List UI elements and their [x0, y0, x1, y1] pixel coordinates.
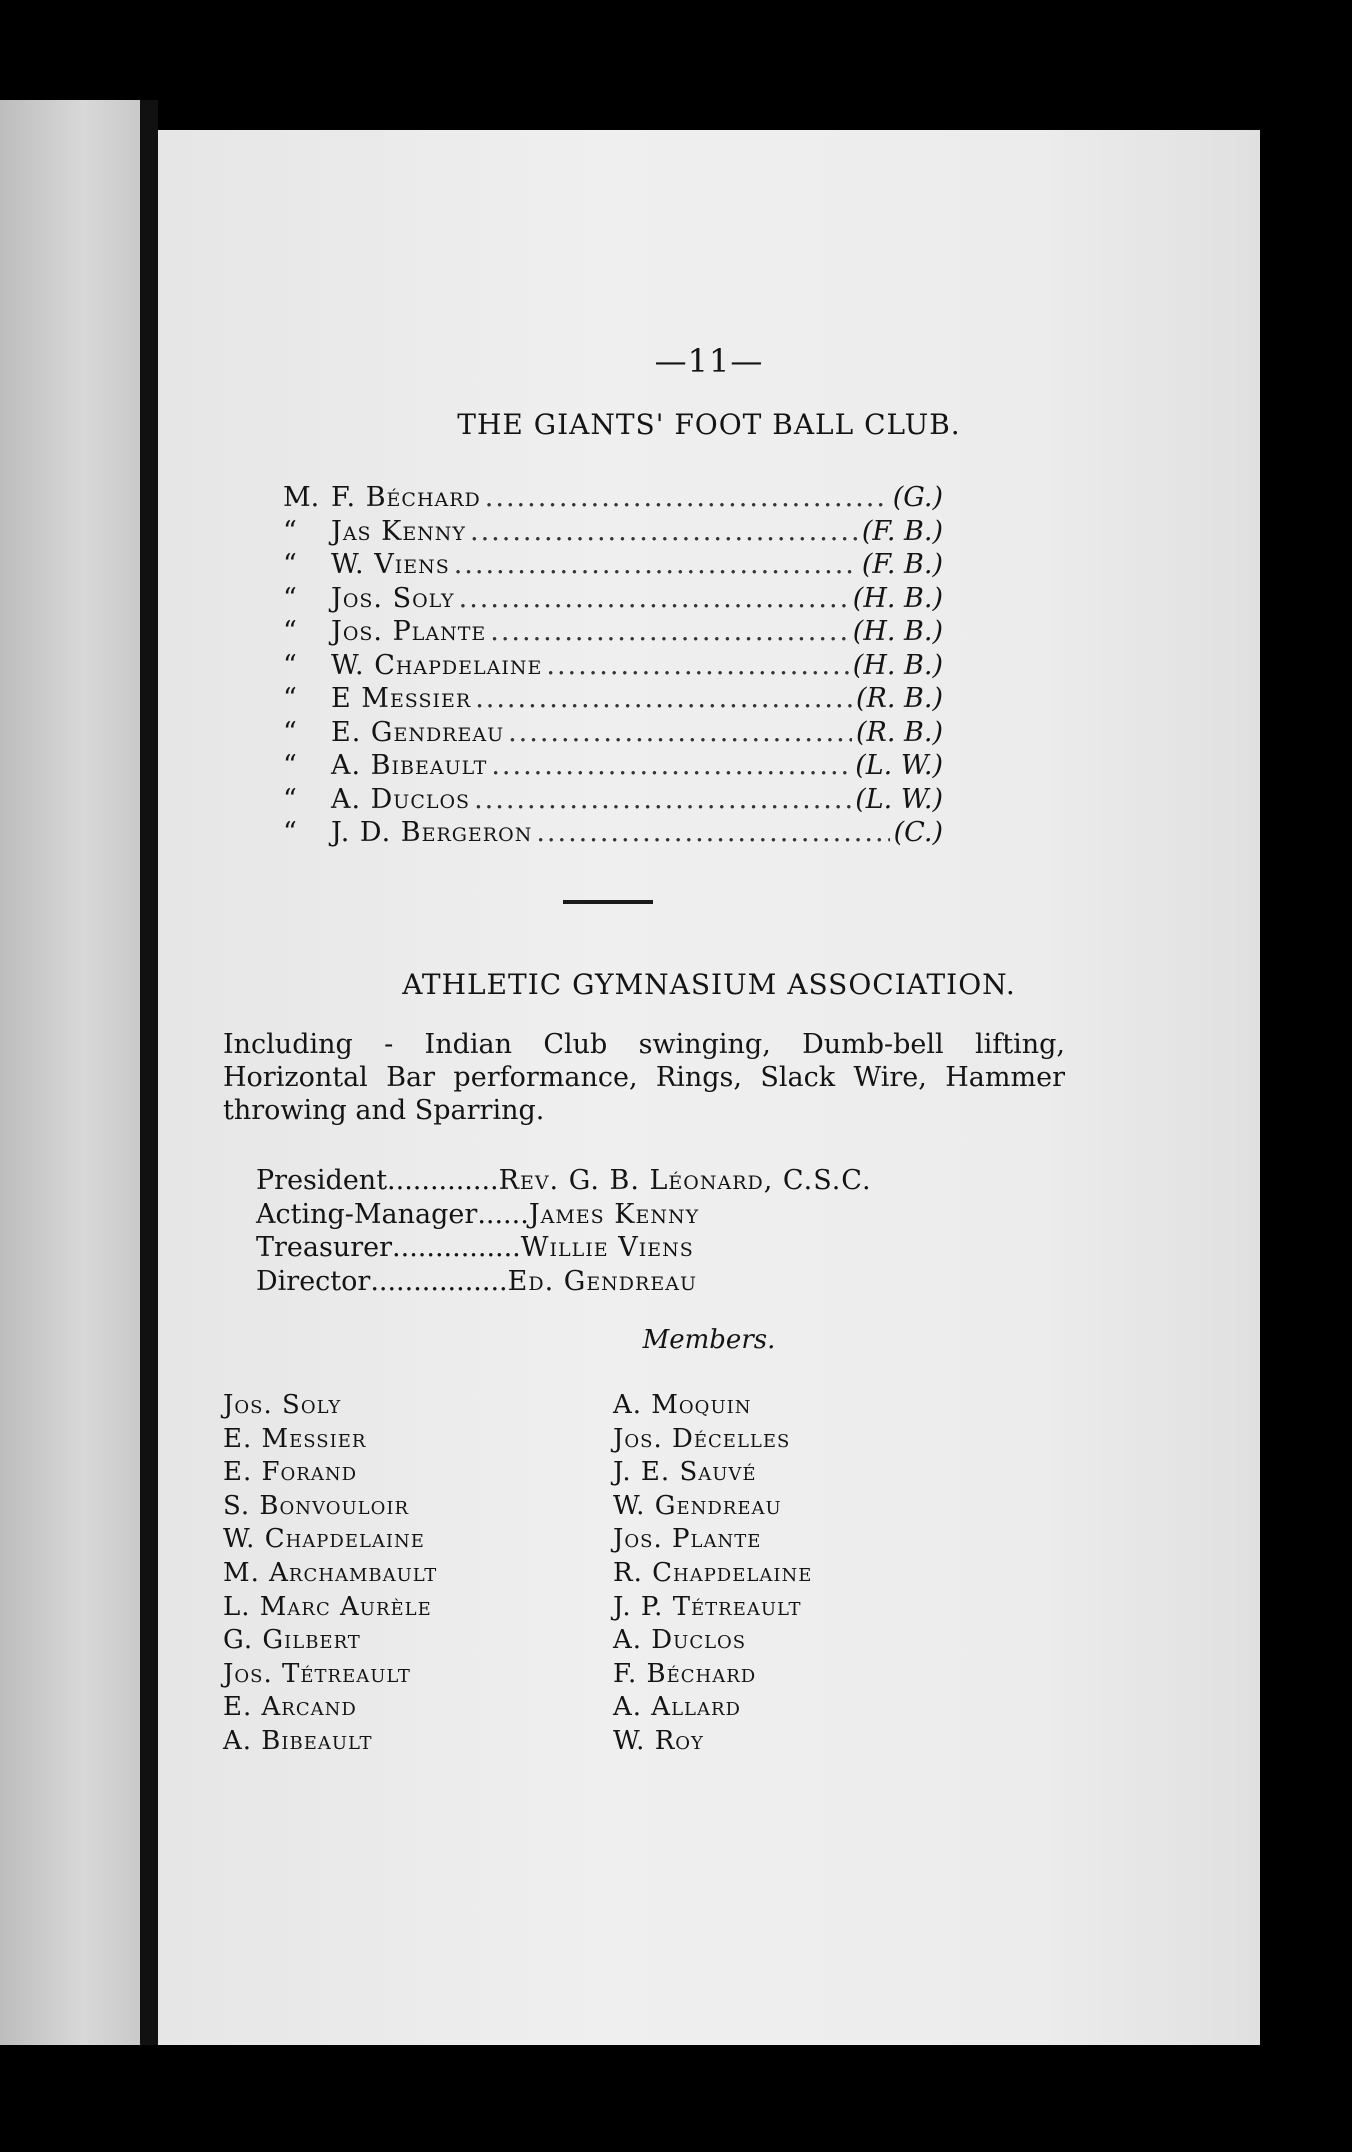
roster-prefix: “: [283, 582, 297, 614]
member-name: R. Chapdelaine: [613, 1557, 813, 1588]
officer-role: Director: [256, 1265, 371, 1297]
officer-name: Rev. G. B. Léonard, C.S.C.: [498, 1165, 872, 1196]
facing-page-edge: [0, 100, 140, 2045]
roster-row: [283, 750, 943, 784]
document-page: [158, 130, 1260, 2045]
officer-dots: ...............: [392, 1232, 521, 1263]
member-name: E. Arcand: [223, 1692, 357, 1723]
member-name: Jos. Plante: [613, 1524, 762, 1555]
player-name: Jos. Plante: [331, 616, 487, 647]
football-club-title: THE GIANTS' FOOT BALL CLUB.: [457, 408, 961, 441]
member-name: A. Bibeault: [223, 1725, 373, 1756]
members-column-right: [613, 1390, 812, 1760]
dot-leader: [485, 482, 889, 513]
roster-prefix: M.: [283, 482, 320, 513]
roster-row: [283, 516, 943, 550]
member-name: W. Gendreau: [613, 1490, 782, 1521]
player-name: Jas Kenny: [331, 515, 466, 547]
roster-row: [283, 616, 943, 650]
athletic-description: Including - Indian Club swinging, Dumb-bell lifting, Horizontal Bar performance, Rings, Slack Wire, Hammer throwing and Sparring.: [223, 1029, 1065, 1126]
member-name: A. Moquin: [613, 1390, 752, 1420]
member-name: G. Gilbert: [223, 1625, 361, 1656]
player-position: (C.): [893, 817, 943, 848]
officer-role: President: [256, 1165, 388, 1196]
roster-row: [283, 817, 943, 851]
officer-name: Ed. Gendreau: [507, 1265, 697, 1297]
officer-dots: ................: [370, 1265, 508, 1297]
player-position: (H. B.): [852, 582, 943, 614]
player-position: (R. B.): [856, 716, 943, 748]
officer-row: [256, 1165, 1036, 1199]
roster-row: [283, 482, 943, 516]
player-name: A. Duclos: [331, 783, 471, 815]
members-heading: Members.: [642, 1325, 776, 1355]
roster-row: [283, 549, 943, 583]
dot-leader: [490, 616, 849, 647]
roster-row: [283, 683, 943, 717]
player-position: (H. B.): [852, 649, 943, 681]
player-position: (L. W.): [855, 783, 943, 815]
roster-row: [283, 583, 943, 617]
member-name: J. E. Sauvé: [613, 1457, 757, 1488]
roster-row: [283, 784, 943, 818]
member-name: S. Bonvouloir: [223, 1490, 410, 1521]
member-name: Jos. Tétreault: [223, 1658, 411, 1689]
roster-row: [283, 717, 943, 751]
player-name: W. Viens: [331, 549, 450, 580]
player-name: E Messier: [331, 683, 472, 714]
player-name: W. Chapdelaine: [331, 649, 543, 681]
dot-leader: [546, 650, 848, 681]
player-name: Jos. Soly: [331, 582, 455, 614]
officer-role: Acting-Manager: [256, 1198, 478, 1230]
book-spine: [140, 100, 158, 2045]
player-name: F. Béchard: [331, 482, 481, 513]
player-name: J. D. Bergeron: [331, 817, 533, 848]
officer-dots: .............: [387, 1165, 499, 1196]
dot-leader: [475, 683, 852, 714]
member-name: L. Marc Aurèle: [223, 1591, 432, 1622]
officer-row: [256, 1266, 1036, 1300]
officers-list: [256, 1165, 1036, 1299]
football-roster: [283, 482, 943, 851]
player-position: (R. B.): [856, 683, 943, 714]
roster-row: [283, 650, 943, 684]
officer-row: [256, 1232, 1036, 1266]
section-divider: [563, 900, 653, 904]
member-name: J. P. Tétreault: [613, 1591, 802, 1622]
dot-leader: [470, 516, 858, 547]
member-name: W. Roy: [613, 1725, 704, 1756]
roster-prefix: “: [283, 783, 297, 815]
athletic-association-title: ATHLETIC GYMNASIUM ASSOCIATION.: [402, 968, 1016, 1001]
member-name: E. Forand: [223, 1457, 358, 1488]
dot-leader: [459, 583, 849, 614]
dot-leader: [491, 750, 851, 781]
player-position: (F. B.): [861, 515, 943, 547]
player-position: (H. B.): [852, 616, 943, 647]
dot-leader: [536, 817, 889, 848]
roster-prefix: “: [283, 817, 297, 848]
player-name: E. Gendreau: [331, 716, 505, 748]
member-name: Jos. Décelles: [613, 1423, 791, 1454]
officer-dots: ......: [477, 1198, 529, 1230]
dot-leader: [454, 549, 858, 580]
member-name: M. Archambault: [223, 1557, 438, 1588]
roster-prefix: “: [283, 716, 297, 748]
roster-prefix: “: [283, 515, 297, 547]
dot-leader: [474, 784, 851, 815]
roster-prefix: “: [283, 649, 297, 681]
officer-row: [256, 1199, 1036, 1233]
officer-name: James Kenny: [528, 1198, 700, 1230]
player-position: (L. W.): [855, 750, 943, 781]
roster-prefix: “: [283, 750, 297, 781]
officer-role: Treasurer: [256, 1232, 393, 1263]
member-name: A. Duclos: [613, 1625, 747, 1656]
member-name: A. Allard: [613, 1692, 741, 1723]
player-position: (F. B.): [861, 549, 943, 580]
dot-leader: [508, 717, 852, 748]
member-name: F. Béchard: [613, 1658, 757, 1689]
roster-prefix: “: [283, 616, 297, 647]
roster-prefix: “: [283, 683, 297, 714]
roster-prefix: “: [283, 549, 297, 580]
player-position: (G.): [892, 482, 943, 513]
member-name: E. Messier: [223, 1423, 367, 1454]
player-name: A. Bibeault: [331, 750, 488, 781]
member-name: W. Chapdelaine: [223, 1524, 425, 1555]
page-number: —11—: [654, 342, 764, 380]
member-name: Jos. Soly: [223, 1390, 342, 1420]
members-column-left: [223, 1390, 437, 1760]
officer-name: Willie Viens: [520, 1232, 694, 1263]
